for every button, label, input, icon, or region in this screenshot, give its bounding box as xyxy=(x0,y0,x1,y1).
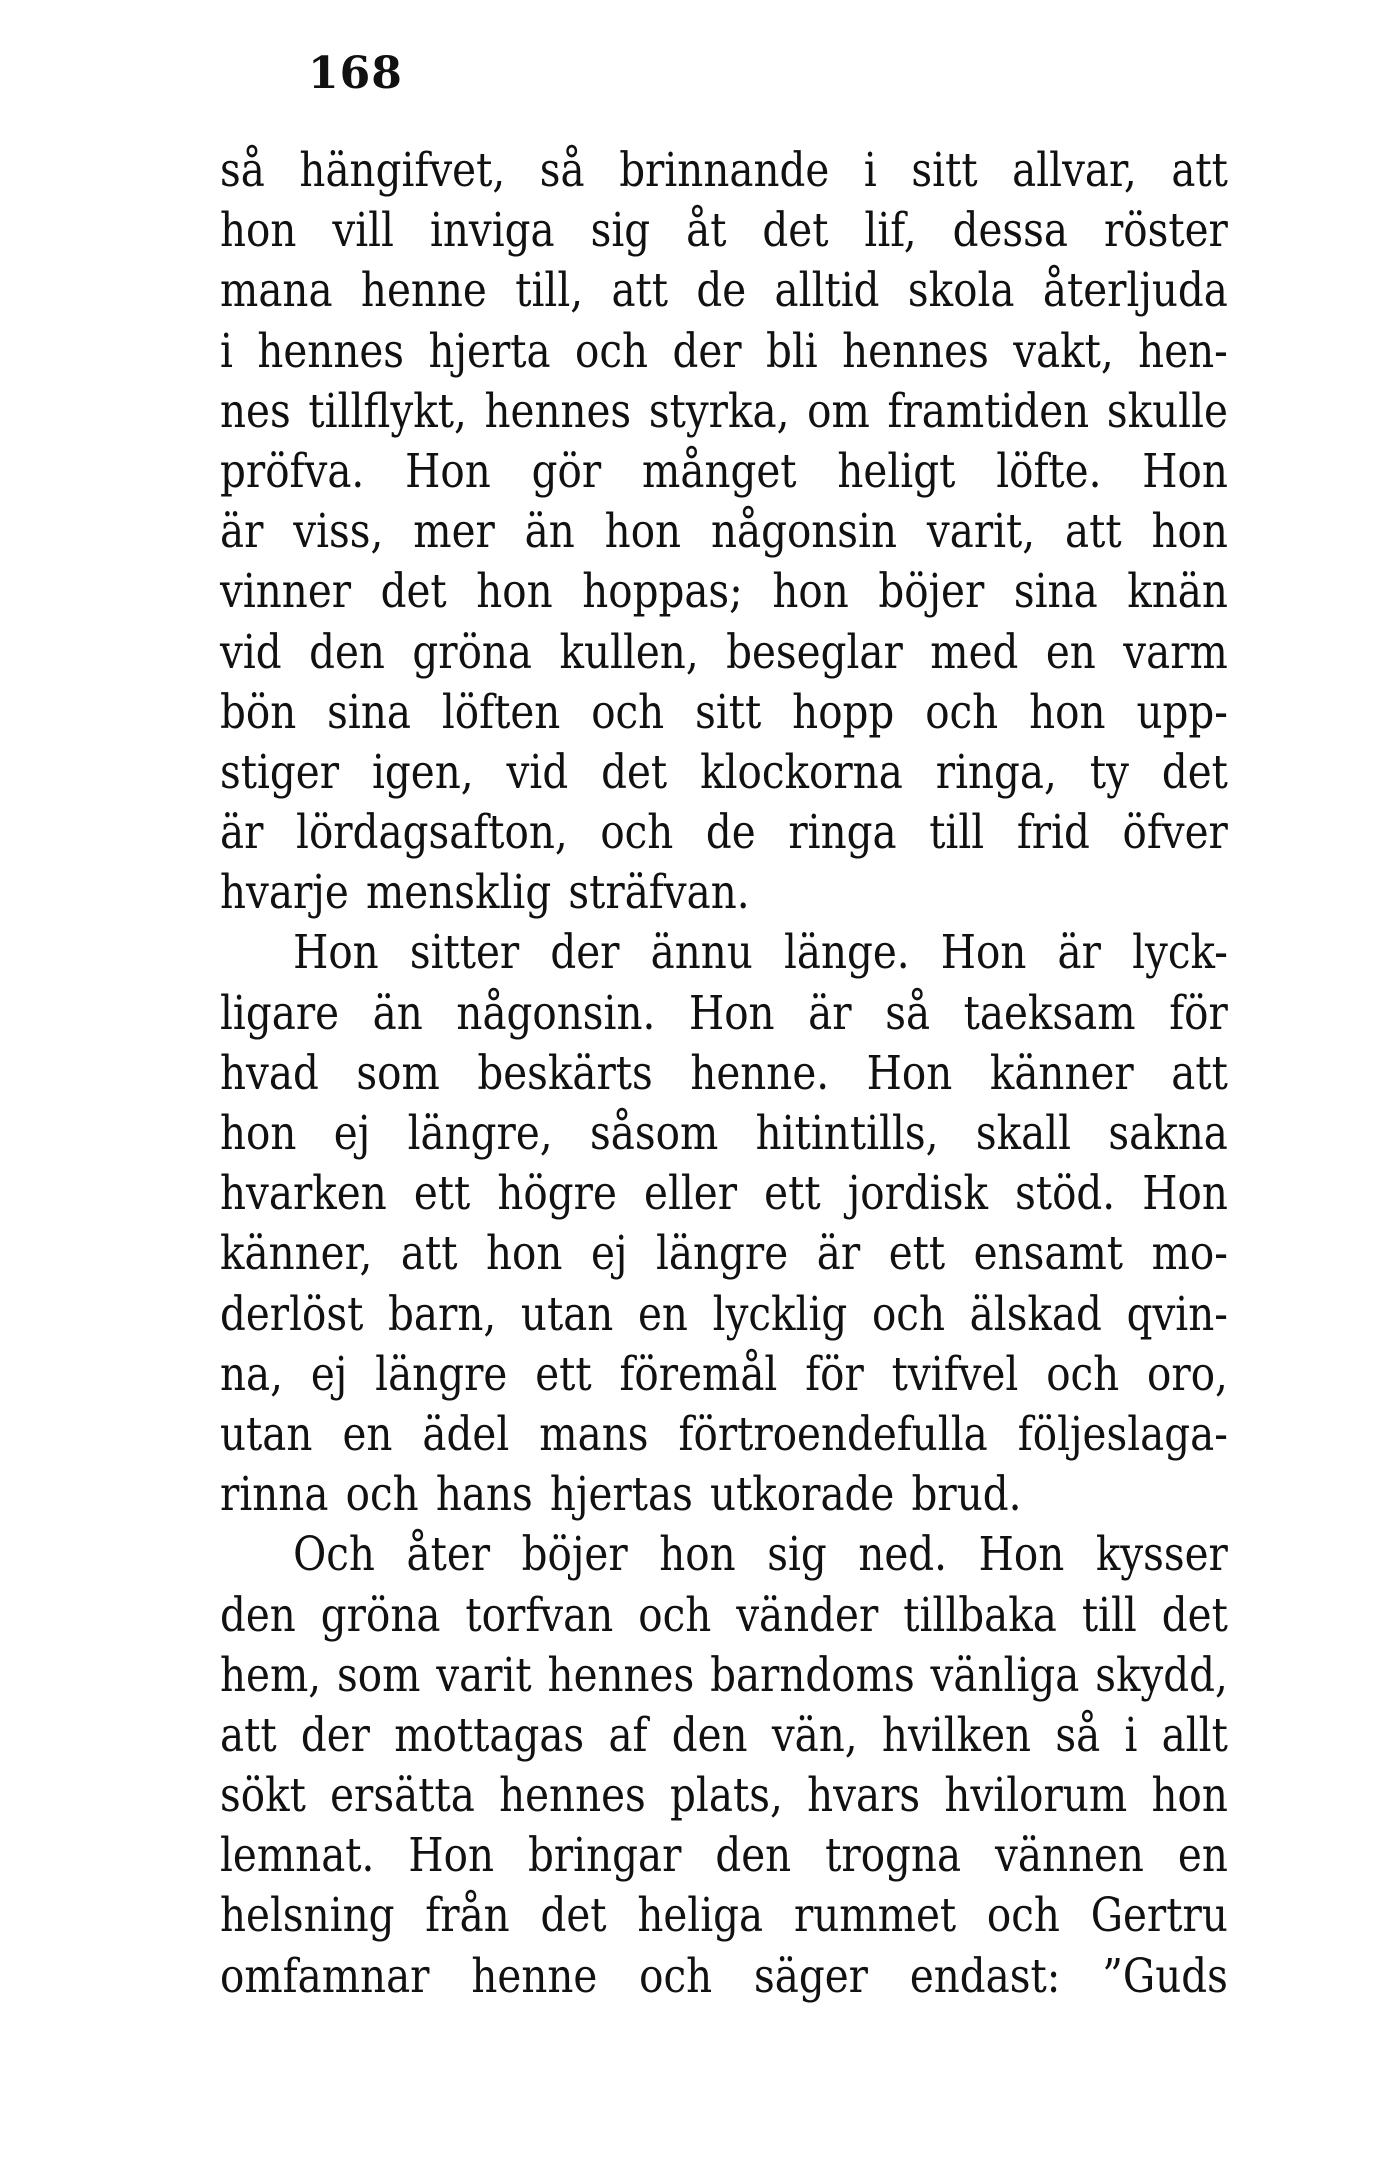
text-line: Hon sitter der ännu länge. Hon är lyck- xyxy=(293,925,1228,981)
text-line: hvarken ett högre eller ett jordisk stöd. Hon xyxy=(220,1166,1228,1222)
text-line: hon vill inviga sig åt det lif, dessa röster xyxy=(220,203,1228,259)
text-line: vid den gröna kullen, beseglar med en varm xyxy=(220,624,1228,680)
body-text xyxy=(220,141,1228,2007)
text-line: den gröna torfvan och vänder tillbaka till det xyxy=(220,1587,1228,1643)
text-line: att der mottagas af den vän, hvilken så i allt xyxy=(220,1707,1228,1763)
text-line: bön sina löften och sitt hopp och hon upp- xyxy=(220,684,1228,740)
text-line: mana henne till, att de alltid skola återljuda xyxy=(220,263,1228,319)
text-line: utan en ädel mans förtroendefulla följeslaga- xyxy=(220,1406,1228,1462)
text-line: lemnat. Hon bringar den trogna vännen en xyxy=(220,1828,1228,1884)
text-line: hon ej längre, såsom hitintills, skall sakna xyxy=(220,1106,1228,1161)
text-line: helsning från det heliga rummet och Gertru xyxy=(220,1888,1228,1944)
text-line: omfamnar henne och säger endast: ”Guds xyxy=(220,1948,1228,2004)
text-line: nes tillflykt, hennes styrka, om framtiden skulle xyxy=(220,383,1228,439)
text-line: ligare än någonsin. Hon är så taeksam för xyxy=(220,985,1228,1041)
text-line: i hennes hjerta och der bli hennes vakt, hen- xyxy=(220,323,1228,379)
text-line: na, ej längre ett föremål för tvifvel och oro, xyxy=(220,1346,1228,1402)
text-line: stiger igen, vid det klockorna ringa, ty det xyxy=(220,744,1228,800)
text-line: hem, som varit hennes barndoms vänliga skydd, xyxy=(220,1647,1228,1703)
text-line: känner, att hon ej längre är ett ensamt mo- xyxy=(220,1226,1228,1282)
text-line: så hängifvet, så brinnande i sitt allvar, att xyxy=(220,143,1228,198)
text-line: pröfva. Hon gör månget heligt löfte. Hon xyxy=(220,443,1228,499)
page-number: 168 xyxy=(308,48,403,99)
text-line: derlöst barn, utan en lycklig och älskad qvin- xyxy=(220,1286,1228,1342)
text-line: vinner det hon hoppas; hon böjer sina knän xyxy=(220,564,1228,620)
text-line: hvad som beskärts henne. Hon känner att xyxy=(220,1045,1228,1101)
text-line: Och åter böjer hon sig ned. Hon kysser xyxy=(293,1527,1228,1583)
text-line: sökt ersätta hennes plats, hvars hvilorum hon xyxy=(220,1768,1228,1824)
text-line: är lördagsafton, och de ringa till frid öfver xyxy=(220,805,1228,861)
text-line: rinna och hans hjertas utkorade brud. xyxy=(220,1467,1022,1523)
text-line: är viss, mer än hon någonsin varit, att hon xyxy=(220,504,1228,560)
text-line: hvarje mensklig sträfvan. xyxy=(220,865,750,921)
